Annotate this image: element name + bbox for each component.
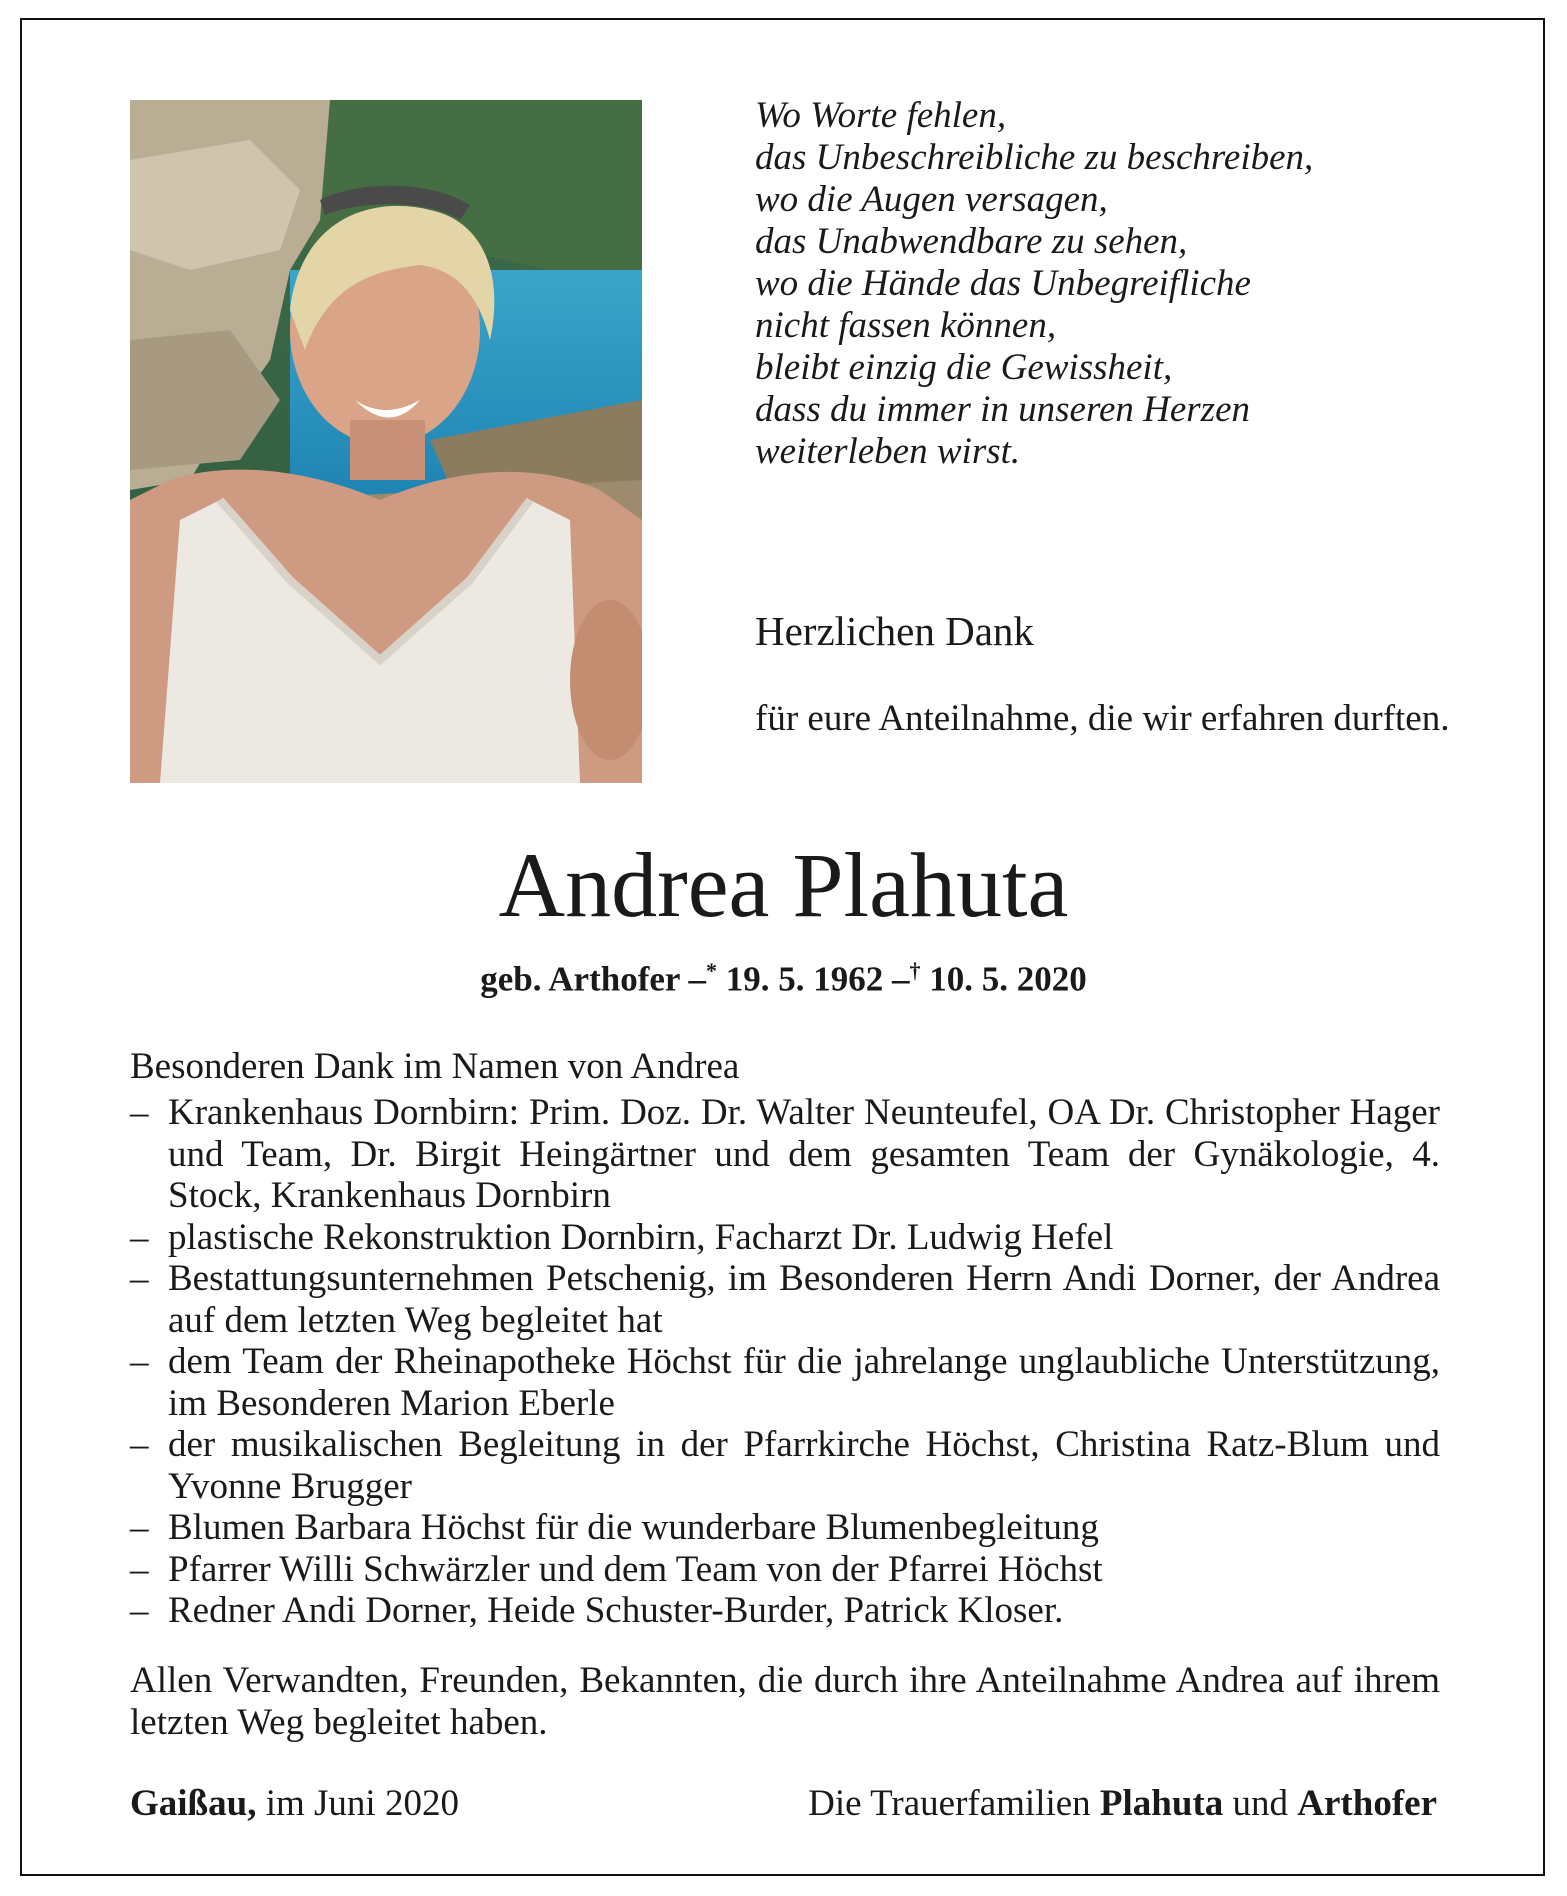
family-name-2: Arthofer [1297, 1783, 1437, 1824]
date: im Juni 2020 [265, 1783, 459, 1824]
place: Gaißau, [130, 1783, 257, 1824]
poem-line: weiterleben wirst. [755, 431, 1021, 472]
list-item: – Blumen Barbara Höchst für die wunderbare Blumenbegleitung [130, 1507, 1440, 1549]
deceased-name: Andrea Plahuta [498, 834, 1069, 936]
poem-line: wo die Augen versagen, [755, 179, 1108, 220]
list-item: – Redner Andi Dorner, Heide Schuster-Burder, Patrick Kloser. [130, 1590, 1440, 1632]
list-item: – plastische Rekonstruktion Dornbirn, Facharzt Dr. Ludwig Hefel [130, 1217, 1440, 1259]
birth-name: geb. Arthofer [480, 959, 680, 999]
born-date: 19. 5. 1962 [725, 959, 884, 999]
list-item: – Bestattungsunternehmen Petschenig, im Besonderen Herrn Andi Dorner, der Andrea auf dem letzten Weg begleitet hat [130, 1258, 1440, 1341]
list-item: – Pfarrer Willi Schwärzler und dem Team von der Pfarrei Höchst [130, 1549, 1440, 1591]
born-symbol: * [706, 958, 718, 983]
conjunction: und [1232, 1783, 1289, 1824]
closing-text: Allen Verwandten, Freunden, Bekannten, die durch ihre Anteilnahme Andrea auf ihrem letzten Weg begleitet haben. [130, 1660, 1440, 1743]
died-symbol: † [909, 958, 921, 983]
list-item: – Krankenhaus Dornbirn: Prim. Doz. Dr. Walter Neunteufel, OA Dr. Christopher Hager und Team, Dr. Birgit Heingärtner und dem gesamten Team der Gynäkologie, 4. Stock, Krankenhaus Dornbirn [130, 1092, 1440, 1217]
list-item: – dem Team der Rheinapotheke Höchst für die jahrelange unglaubliche Unterstützung, im Besonderen Marion Eberle [130, 1341, 1440, 1424]
families-signature [808, 1782, 1437, 1825]
poem-line: das Unbeschreibliche zu beschreiben, [755, 137, 1314, 178]
place-date [130, 1782, 459, 1825]
poem-line: dass du immer in unseren Herzen [755, 389, 1251, 430]
died-date: 10. 5. 2020 [929, 959, 1087, 999]
poem-line: nicht fassen können, [755, 305, 1057, 346]
family-name-1: Plahuta [1099, 1783, 1224, 1824]
families-prefix: Die Trauerfamilien [808, 1783, 1091, 1824]
poem-line: bleibt einzig die Gewissheit, [755, 347, 1173, 388]
poem-line: wo die Hände das Unbegreifliche [755, 263, 1251, 304]
life-dates [0, 958, 1567, 1000]
memorial-poem [755, 95, 1455, 473]
poem-line: das Unabwendbare zu sehen, [755, 221, 1188, 262]
thanks-title: Herzlichen Dank [755, 608, 1034, 654]
poem-line: Wo Worte fehlen, [755, 95, 1007, 136]
separator: – [688, 959, 707, 999]
separator: – [892, 959, 910, 999]
acknowledgement-intro: Besonderen Dank im Namen von Andrea [130, 1046, 740, 1087]
acknowledgement-list [130, 1092, 1440, 1632]
portrait-photo [130, 100, 642, 783]
thanks-text: für eure Anteilnahme, die wir erfahren durften. [755, 698, 1450, 739]
list-item: – der musikalischen Begleitung in der Pfarrkirche Höchst, Christina Ratz-Blum und Yvonne Brugger [130, 1424, 1440, 1507]
